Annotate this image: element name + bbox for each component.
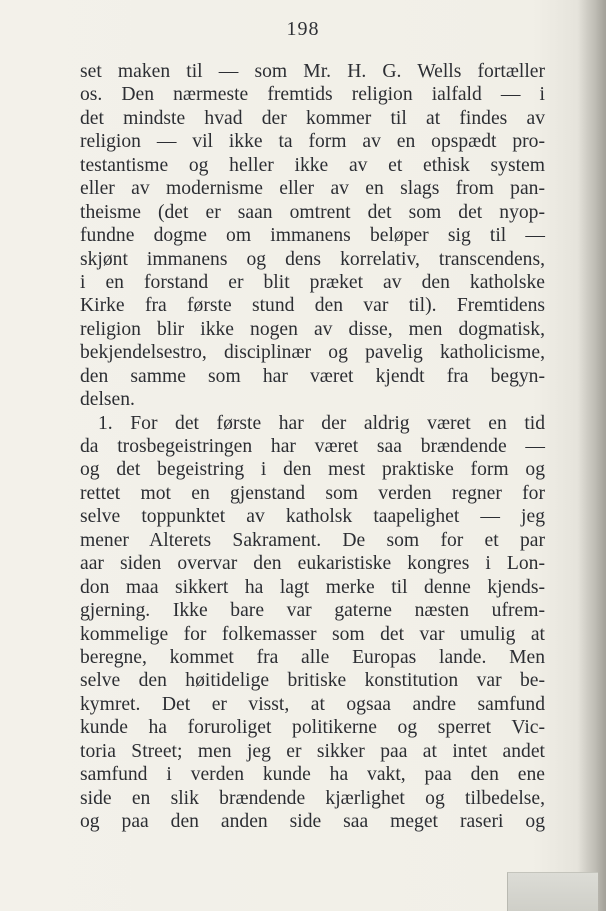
text-line: don maa sikkert ha lagt merke til denne kjends- [80,576,545,598]
text-line: toria Street; men jeg er sikker paa at intet andet [80,740,545,762]
text-line: kunde ha foruroliget politikerne og sperret Vic- [80,717,545,739]
text-line: rettet mot en gjenstand som verden regner for [80,482,545,504]
text-line: og det begeistring i den mest praktiske form og [80,459,545,481]
text-line: set maken til — som Mr. H. G. Wells fortæller [80,61,545,82]
text-line: selve den høitidelige britiske konstitution var be- [80,670,545,692]
text-line: beregne, kommet fra alle Europas lande. Men [80,646,545,668]
text-line: mener Alterets Sakrament. De som for et par [80,529,545,551]
text-line: gjerning. Ikke bare var gaterne næsten ufrem- [80,600,545,622]
text-line: side en slik brændende kjærlighet og tilbedelse, [80,787,545,809]
text-line: samfund i verden kunde ha vakt, paa den ene [80,764,545,786]
text-line: og paa den anden side saa meget raseri og [80,811,545,832]
page-number: 198 [286,18,320,40]
text-line: kymret. Det er visst, at ogsaa andre samfund [80,693,545,715]
text-line: religion — vil ikke ta form av en opspædt pro- [80,131,545,153]
text-line: kommelige for folkemasser som det var umulig at [80,623,545,645]
scan-corner-patch [507,872,598,911]
text-line: det mindste hvad der kommer til at findes av [80,107,545,129]
text-line: skjønt immanens og dens korrelativ, transcendens, [80,248,545,270]
text-line: theisme (det er saan omtrent det som det nyop- [80,201,545,223]
text-line: bekjendelsestro, disciplinær og pavelig katholicisme, [80,342,545,364]
text-line: i en forstand er blit præket av den katholske [80,271,545,293]
text-line: den samme som har været kjendt fra begyn- [80,365,545,387]
text-line: os. Den nærmeste fremtids religion ialfald — i [80,84,545,106]
text-line: religion blir ikke nogen av disse, men dogmatisk, [80,318,545,340]
body-text [80,60,545,833]
text-line: testantisme og heller ikke av et ethisk system [80,154,545,176]
text-line: da trosbegeistringen har været saa brændende — [80,436,545,457]
text-line: eller av modernisme eller av en slags from pan- [80,178,545,200]
page-edge-shadow [578,0,606,911]
text-line: delsen. [80,389,135,411]
text-line: 1. For det første har der aldrig været en tid [98,412,545,434]
text-line: Kirke fra første stund den var til). Fremtidens [80,295,545,317]
text-line: selve toppunktet av katholsk taapelighet — jeg [80,506,545,528]
text-line: fundne dogme om immanens beløper sig til — [80,225,545,247]
text-line: aar siden overvar den eukaristiske kongres i Lon- [80,553,545,575]
